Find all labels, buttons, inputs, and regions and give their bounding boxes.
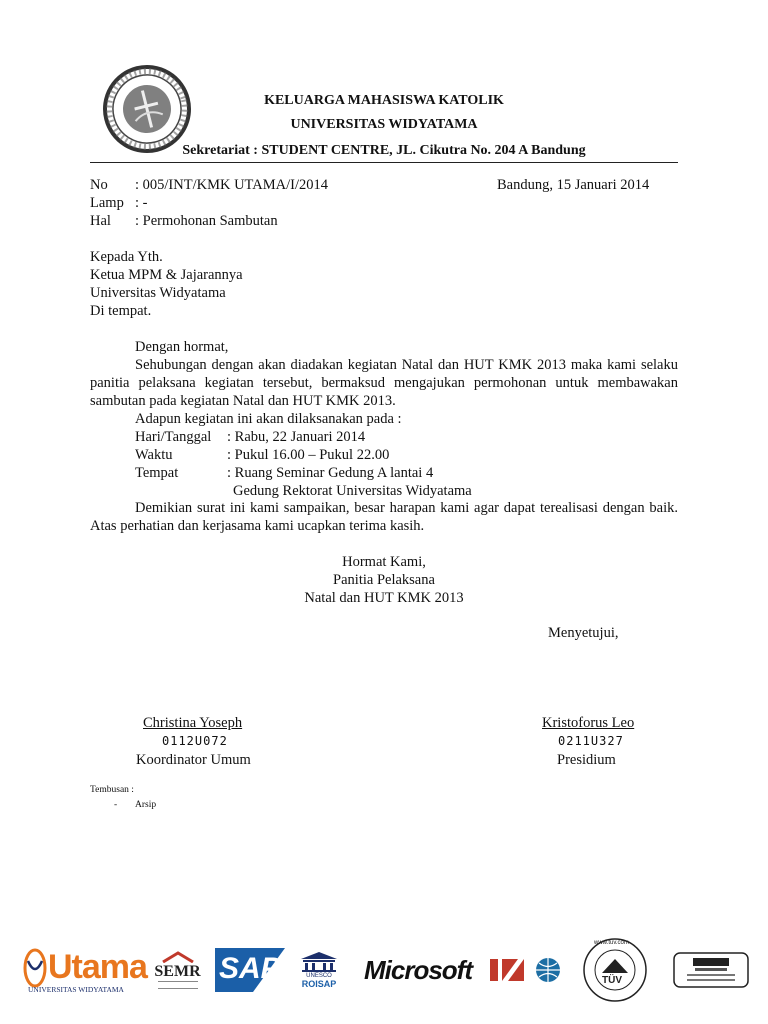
tuv-cert-logo (672, 940, 750, 1000)
tuv-seal-icon (582, 937, 648, 1003)
tuv-round-logo (578, 936, 652, 1004)
closing-line3: Natal dan HUT KMK 2013 (304, 590, 464, 606)
tuv-wordmark: TÜV (602, 975, 622, 986)
event-time-label: Waktu (135, 447, 173, 463)
right-signatory-role: Presidium (557, 752, 616, 768)
utama-wordmark: Utama (48, 948, 147, 986)
left-signatory-id: 0112U072 (162, 734, 228, 748)
attachment-value: : - (135, 195, 148, 211)
event-time-row (135, 446, 389, 464)
roisap-label: ROISAP (301, 979, 337, 989)
letter-number-value: : 005/INT/KMK UTAMA/I/2014 (135, 177, 328, 193)
partner-logo (488, 940, 568, 1000)
letter-number-label: No (90, 177, 108, 193)
event-day-row (135, 428, 365, 446)
place-date: Bandung, 15 Januari 2014 (497, 177, 650, 193)
utama-emblem-icon (22, 947, 48, 989)
closing-line2: Panitia Pelaksana (333, 572, 435, 588)
body-paragraph-2: Demikian surat ini kami sampaikan, besar harapan kami agar dapat terealisasi dengan baik. Atas perhatian dan kerjasama kami ucapkan terima kasih. (90, 500, 678, 534)
sap-wordmark: SAP (219, 952, 281, 985)
greeting: Dengan hormat, (135, 339, 229, 355)
event-day-label: Hari/Tanggal (135, 429, 212, 445)
org-name-line2: UNIVERSITAS WIDYATAMA (290, 117, 478, 132)
tuv-url-text: www.tuv.com (594, 940, 629, 946)
unesco-label: UNESCO (306, 973, 332, 979)
recipient-line1: Kepada Yth. (90, 249, 163, 265)
approval-label: Menyetujui, (548, 625, 619, 641)
attachment-label: Lamp (90, 195, 124, 211)
org-name-line1: KELUARGA MAHASISWA KATOLIK (264, 93, 504, 108)
left-signatory-name: Christina Yoseph (143, 715, 243, 731)
cc-label: Tembusan : (90, 785, 134, 795)
subject-value: : Permohonan Sambutan (135, 213, 278, 229)
utama-subtitle: UNIVERSITAS WIDYATAMA (28, 984, 124, 994)
org-address: Sekretariat : STUDENT CENTRE, JL. Cikutra No. 204 A Bandung (182, 143, 586, 158)
event-time-value: : Pukul 16.00 – Pukul 22.00 (227, 447, 390, 463)
event-intro: Adapun kegiatan ini akan dilaksanakan pada : (135, 411, 402, 427)
unesco-roisap-logo (294, 940, 344, 1000)
event-place-value-2: Gedung Rektorat Universitas Widyatama (233, 483, 472, 499)
recipient-line3: Universitas Widyatama (90, 285, 226, 301)
event-place-row (135, 464, 433, 482)
body-paragraph-1: Sehubungan dengan akan diadakan kegiatan Natal dan HUT KMK 2013 maka kami selaku panitia pelaksana kegiatan tersebut, bermaksud mengajukan permohonan untuk membawakan sambutan pada kegiatan Natal dan HUT KMK 2013. (90, 357, 678, 409)
cc-item: Arsip (135, 800, 157, 810)
recipient-line2: Ketua MPM & Jajarannya (90, 267, 243, 283)
header-divider (90, 162, 678, 163)
subject-label: Hal (90, 213, 111, 229)
left-signatory-role: Koordinator Umum (136, 752, 251, 768)
semr-logo (155, 940, 200, 1000)
semr-roof-icon (161, 951, 195, 963)
event-place-label: Tempat (135, 465, 179, 481)
microsoft-wordmark: Microsoft (364, 954, 472, 985)
partner-brand-icon (488, 955, 568, 985)
unesco-temple-icon (299, 951, 339, 973)
right-signatory-id: 0211U327 (558, 734, 624, 748)
right-signatory-name: Kristoforus Leo (542, 715, 635, 731)
microsoft-logo (352, 940, 484, 1000)
utama-logo (22, 940, 147, 1000)
semr-wordmark: SEMR (154, 963, 201, 980)
closing-line1: Hormat Kami, (342, 554, 426, 570)
sap-logo (214, 940, 286, 1000)
event-day-value: : Rabu, 22 Januari 2014 (227, 429, 366, 445)
cc-bullet: - (114, 800, 118, 810)
recipient-line4: Di tempat. (90, 303, 152, 319)
event-place-value: : Ruang Seminar Gedung A lantai 4 (227, 465, 434, 481)
tuv-certificate-icon (673, 952, 749, 988)
